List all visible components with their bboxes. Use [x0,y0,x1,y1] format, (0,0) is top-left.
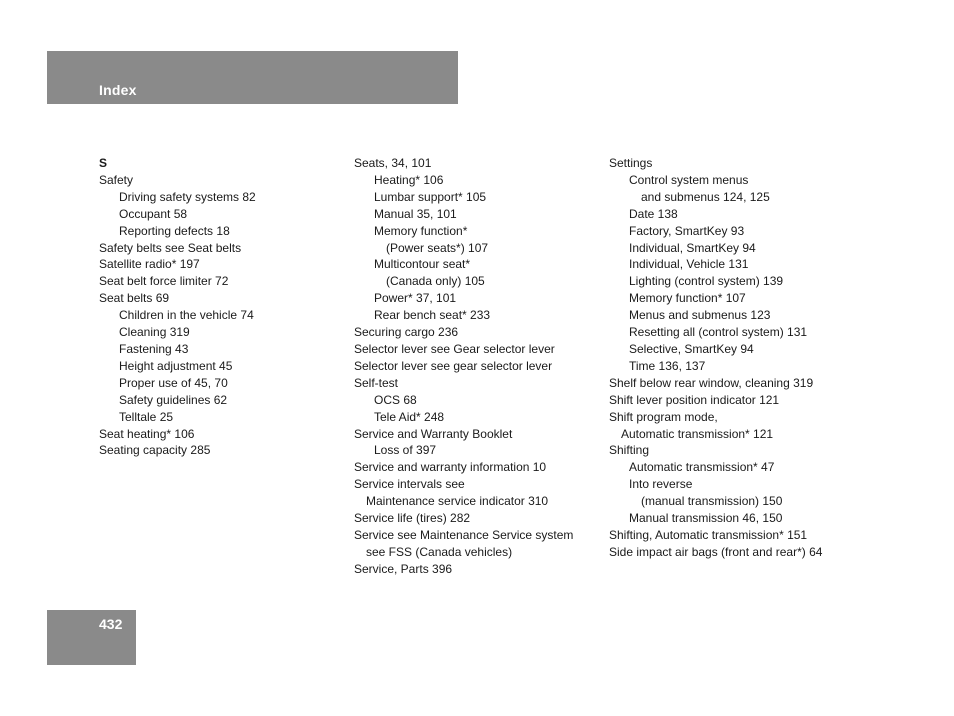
index-entry: Individual, SmartKey 94 [629,240,756,255]
index-entry: Side impact air bags (front and rear*) 64 [609,544,823,559]
index-entry: Children in the vehicle 74 [119,308,254,323]
index-entry: Driving safety systems 82 [119,189,256,204]
index-entry: Seat heating* 106 [99,426,195,441]
index-entry: see FSS (Canada vehicles) [366,544,513,559]
index-column-2 [354,155,594,578]
index-entry: Manual 35, 101 [374,206,457,221]
index-entry: Time 136, 137 [629,358,706,373]
index-entry: Occupant 58 [119,206,188,221]
index-entry: Seating capacity 285 [99,443,211,458]
index-entry: Service life (tires) 282 [354,511,471,526]
index-entry: Memory function* [374,223,468,238]
index-entry: Memory function* 107 [629,291,746,306]
index-entry: Seat belts 69 [99,291,170,306]
index-entry: Satellite radio* 197 [99,257,200,272]
index-entry: Seat belt force limiter 72 [99,274,229,289]
page-title: Index [99,82,137,98]
index-entry: Multicontour seat* [374,257,471,272]
index-entry: Telltale 25 [119,409,174,424]
index-entry: Safety [99,172,134,187]
index-entry: Into reverse [629,477,693,492]
index-entry: Seats, 34, 101 [354,156,432,170]
index-entry: Settings [609,156,653,170]
index-entry: Shifting, Automatic transmission* 151 [609,527,808,542]
index-entry: Heating* 106 [374,172,444,187]
index-entry: Service, Parts 396 [354,561,453,576]
index-entry: Shift lever position indicator 121 [609,392,780,407]
index-entry: Shifting [609,443,650,458]
index-header-bar [47,51,458,104]
index-entry: Control system menus [629,172,749,187]
index-entry: OCS 68 [374,392,417,407]
index-column-3 [609,155,859,561]
index-entry: Selective, SmartKey 94 [629,341,754,356]
index-entry: and submenus 124, 125 [641,189,770,204]
index-entry: Menus and submenus 123 [629,308,771,323]
index-entry: Safety belts see Seat belts [99,240,242,255]
index-entry: Service and Warranty Booklet [354,426,513,441]
index-entry: Loss of 397 [374,443,437,458]
section-letter: S [99,156,108,170]
index-entry: Lumbar support* 105 [374,189,487,204]
index-entry: Power* 37, 101 [374,291,457,306]
index-entry: Date 138 [629,206,678,221]
index-entry: Rear bench seat* 233 [374,308,491,323]
index-entry: Automatic transmission* 47 [629,460,775,475]
page-number-box [47,610,136,665]
index-entry: Reporting defects 18 [119,223,230,238]
index-column-1 [99,155,334,459]
index-entry: Selector lever see Gear selector lever [354,341,555,356]
index-entry: Fastening 43 [119,341,189,356]
index-entry: Safety guidelines 62 [119,392,228,407]
index-entry: Manual transmission 46, 150 [629,511,783,526]
index-entry: Lighting (control system) 139 [629,274,784,289]
index-entry: Resetting all (control system) 131 [629,325,808,340]
index-entry: Maintenance service indicator 310 [366,494,549,509]
index-entry: Automatic transmission* 121 [621,426,774,441]
index-entry: Proper use of 45, 70 [119,375,228,390]
index-entry: (Canada only) 105 [386,274,485,289]
index-entry: Service see Maintenance Service system [354,527,574,542]
index-entry: Height adjustment 45 [119,358,233,373]
index-entry: Tele Aid* 248 [374,409,445,424]
index-entry: Service intervals see [354,477,465,492]
page-number: 432 [99,616,123,632]
index-entry: Shift program mode, [609,409,718,424]
index-entry: Individual, Vehicle 131 [629,257,749,272]
index-entry: (Power seats*) 107 [386,240,489,255]
index-entry: Securing cargo 236 [354,325,459,340]
index-entry: Self-test [354,375,399,390]
index-entry: Cleaning 319 [119,325,190,340]
index-entry: Selector lever see gear selector lever [354,358,553,373]
index-entry: Shelf below rear window, cleaning 319 [609,375,814,390]
index-entry: Factory, SmartKey 93 [629,223,745,238]
index-entry: (manual transmission) 150 [641,494,783,509]
index-entry: Service and warranty information 10 [354,460,547,475]
